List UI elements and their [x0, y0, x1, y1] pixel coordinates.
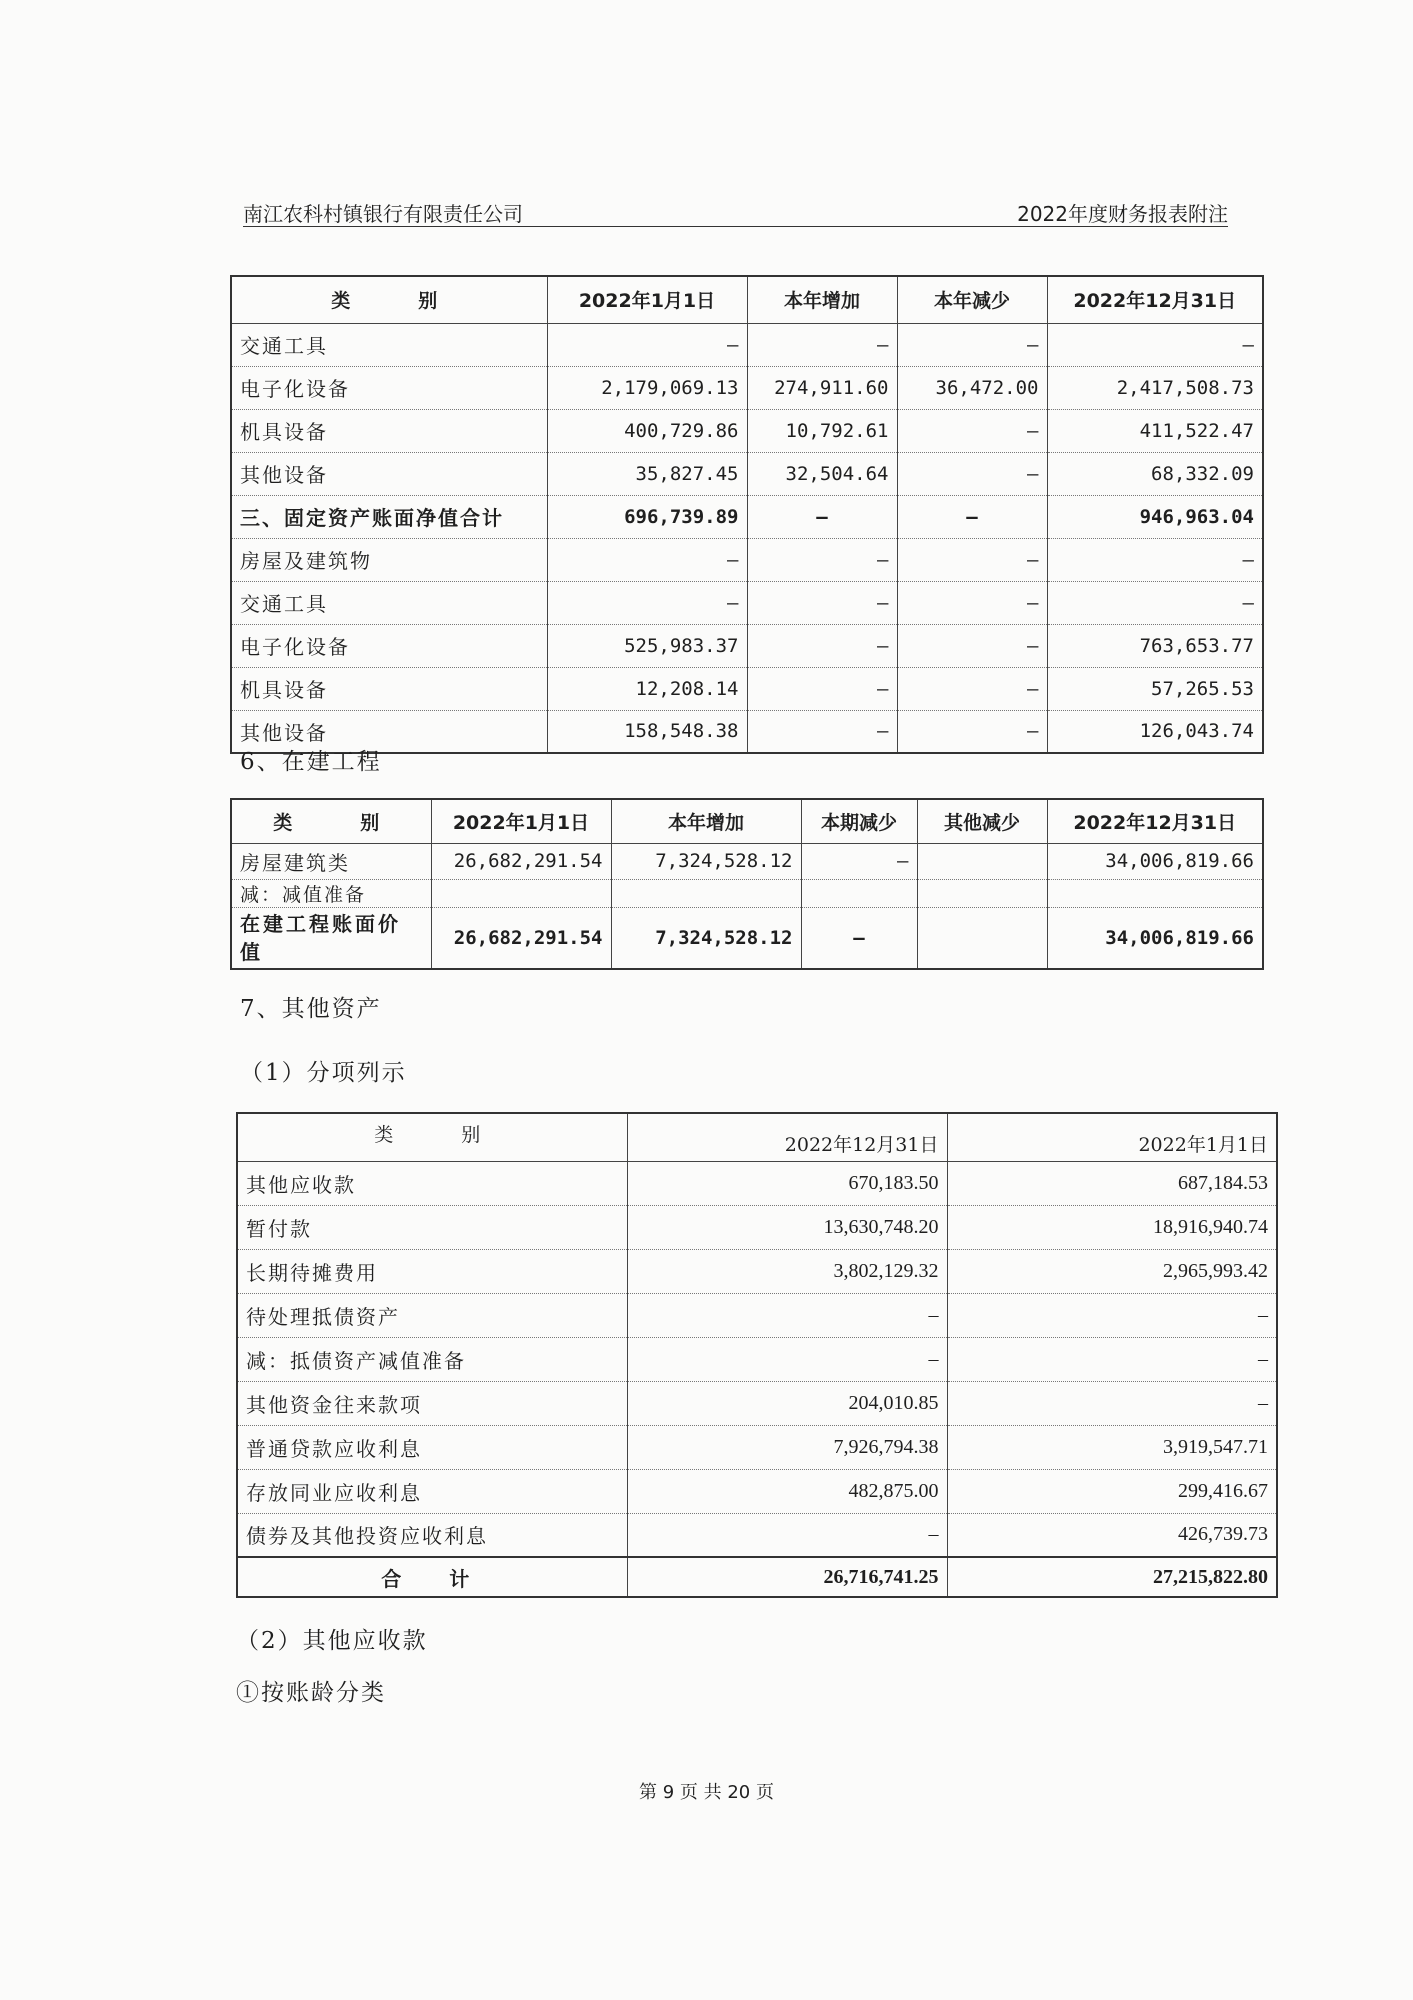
row-label: 机具设备 [231, 409, 547, 452]
table-header-row [231, 799, 1263, 843]
cell-close: 411,522.47 [1047, 409, 1263, 452]
row-label: 普通贷款应收利息 [237, 1425, 627, 1469]
column-header: 2022年12月31日 [627, 1113, 947, 1161]
cell-increase [611, 879, 801, 907]
cell-close: 3,802,129.32 [627, 1249, 947, 1293]
section-6-title: 6、在建工程 [240, 749, 382, 775]
table-row [231, 879, 1263, 907]
table-row [231, 323, 1263, 366]
cell-open: 2,965,993.42 [947, 1249, 1277, 1293]
cell-open: 26,682,291.54 [431, 907, 611, 969]
cell-increase: – [747, 581, 897, 624]
table-row [231, 452, 1263, 495]
row-label: 房屋建筑类 [231, 843, 431, 879]
cell-decrease: – [897, 409, 1047, 452]
cell-open: 158,548.38 [547, 710, 747, 753]
cell-close: 34,006,819.66 [1047, 907, 1263, 969]
report-title: 2022年度财务报表附注 [1017, 202, 1228, 226]
cell-decrease: – [897, 667, 1047, 710]
cell-open: 696,739.89 [547, 495, 747, 538]
table-row [237, 1293, 1277, 1337]
table-header-row [237, 1113, 1277, 1161]
cell-close: 763,653.77 [1047, 624, 1263, 667]
cell-close [1047, 879, 1263, 907]
cell-close: 126,043.74 [1047, 710, 1263, 753]
cell-increase: 7,324,528.12 [611, 907, 801, 969]
table-row [231, 409, 1263, 452]
table-row [237, 1425, 1277, 1469]
cell-decrease: – [897, 323, 1047, 366]
table-row [237, 1249, 1277, 1293]
cell-open: 426,739.73 [947, 1513, 1277, 1557]
cell-other [917, 843, 1047, 879]
table-row-total [237, 1557, 1277, 1597]
cell-open: – [547, 323, 747, 366]
cell-decrease: – [801, 907, 917, 969]
table-row [231, 538, 1263, 581]
section-7-sub3: ①按账龄分类 [236, 1680, 386, 1706]
column-header: 本年增加 [747, 276, 897, 323]
table-row [231, 710, 1263, 753]
cell-decrease: – [897, 581, 1047, 624]
row-label: 减：抵债资产减值准备 [237, 1337, 627, 1381]
page-number: 第 9 页 共 20 页 [639, 1782, 774, 1803]
table-row-total [231, 907, 1263, 969]
table-row [231, 581, 1263, 624]
cell-close: 946,963.04 [1047, 495, 1263, 538]
column-header: 其他减少 [917, 799, 1047, 843]
table-row [237, 1161, 1277, 1205]
cell-decrease: – [897, 710, 1047, 753]
row-label: 电子化设备 [231, 624, 547, 667]
row-label: 其他设备 [231, 452, 547, 495]
cell-close: 482,875.00 [627, 1469, 947, 1513]
cell-open: 687,184.53 [947, 1161, 1277, 1205]
fixed-assets-body [231, 323, 1263, 753]
cell-close: 7,926,794.38 [627, 1425, 947, 1469]
row-label: 其他设备 [231, 710, 547, 753]
table-row [237, 1205, 1277, 1249]
cell-close: – [1047, 538, 1263, 581]
total-close: 26,716,741.25 [627, 1557, 947, 1597]
cell-close: 68,332.09 [1047, 452, 1263, 495]
cell-close: 670,183.50 [627, 1161, 947, 1205]
cell-close: 204,010.85 [627, 1381, 947, 1425]
row-label: 待处理抵债资产 [237, 1293, 627, 1337]
row-label: 暂付款 [237, 1205, 627, 1249]
cell-open: 400,729.86 [547, 409, 747, 452]
cell-open: 35,827.45 [547, 452, 747, 495]
column-header: 2022年1月1日 [547, 276, 747, 323]
cell-open: 299,416.67 [947, 1469, 1277, 1513]
column-header: 类 别 [237, 1113, 627, 1161]
table-row [231, 843, 1263, 879]
cell-close: – [627, 1293, 947, 1337]
cell-increase: – [747, 538, 897, 581]
section-7-title: 7、其他资产 [240, 996, 382, 1022]
other-assets-table [236, 1112, 1278, 1598]
column-header: 本年减少 [897, 276, 1047, 323]
column-header: 2022年1月1日 [431, 799, 611, 843]
cell-other [917, 879, 1047, 907]
cell-decrease: 36,472.00 [897, 366, 1047, 409]
row-label: 房屋及建筑物 [231, 538, 547, 581]
row-label: 机具设备 [231, 667, 547, 710]
row-label: 存放同业应收利息 [237, 1469, 627, 1513]
column-header: 2022年1月1日 [947, 1113, 1277, 1161]
cell-increase: – [747, 667, 897, 710]
cell-decrease [801, 879, 917, 907]
cell-close: – [1047, 323, 1263, 366]
column-header: 2022年12月31日 [1047, 276, 1263, 323]
total-open: 27,215,822.80 [947, 1557, 1277, 1597]
cell-open: – [947, 1337, 1277, 1381]
column-header: 2022年12月31日 [1047, 799, 1263, 843]
cell-increase: 7,324,528.12 [611, 843, 801, 879]
table-row [231, 495, 1263, 538]
cell-close: 57,265.53 [1047, 667, 1263, 710]
cell-increase: 10,792.61 [747, 409, 897, 452]
cell-other [917, 907, 1047, 969]
table-row [231, 624, 1263, 667]
cell-open: 3,919,547.71 [947, 1425, 1277, 1469]
cell-open: – [547, 581, 747, 624]
column-header: 类 别 [231, 276, 547, 323]
cell-open: – [547, 538, 747, 581]
cell-open: 18,916,940.74 [947, 1205, 1277, 1249]
cell-increase: 32,504.64 [747, 452, 897, 495]
cell-close: – [1047, 581, 1263, 624]
cell-increase: – [747, 323, 897, 366]
cell-open [431, 879, 611, 907]
cell-open: 26,682,291.54 [431, 843, 611, 879]
table-row [231, 366, 1263, 409]
row-label: 减：减值准备 [231, 879, 431, 907]
table-row [237, 1469, 1277, 1513]
table-row [237, 1381, 1277, 1425]
cell-open: – [947, 1381, 1277, 1425]
cell-open: 525,983.37 [547, 624, 747, 667]
row-label: 电子化设备 [231, 366, 547, 409]
fixed-assets-table [230, 275, 1264, 754]
cell-open: 12,208.14 [547, 667, 747, 710]
row-label: 在建工程账面价值 [231, 907, 431, 969]
section-7-sub2: （2）其他应收款 [236, 1628, 428, 1654]
other-assets-body [237, 1161, 1277, 1557]
cell-increase: – [747, 624, 897, 667]
cell-close: 2,417,508.73 [1047, 366, 1263, 409]
cell-decrease: – [897, 538, 1047, 581]
cell-increase: 274,911.60 [747, 366, 897, 409]
cell-open: – [947, 1293, 1277, 1337]
row-label: 交通工具 [231, 581, 547, 624]
table-header-row [231, 276, 1263, 323]
cell-increase: – [747, 495, 897, 538]
cell-increase: – [747, 710, 897, 753]
cell-close: 13,630,748.20 [627, 1205, 947, 1249]
cell-decrease: – [897, 624, 1047, 667]
cell-close: – [627, 1337, 947, 1381]
column-header: 本年增加 [611, 799, 801, 843]
table-row [231, 667, 1263, 710]
total-label: 合 计 [237, 1557, 627, 1597]
row-label: 债券及其他投资应收利息 [237, 1513, 627, 1557]
table-row [237, 1337, 1277, 1381]
row-label: 其他应收款 [237, 1161, 627, 1205]
row-label: 其他资金往来款项 [237, 1381, 627, 1425]
row-label: 长期待摊费用 [237, 1249, 627, 1293]
page-header [243, 196, 1228, 227]
cell-open: 2,179,069.13 [547, 366, 747, 409]
cell-close: – [627, 1513, 947, 1557]
cell-decrease: – [897, 452, 1047, 495]
column-header: 类 别 [231, 799, 431, 843]
row-label: 交通工具 [231, 323, 547, 366]
cell-close: 34,006,819.66 [1047, 843, 1263, 879]
section-7-sub1: （1）分项列示 [240, 1060, 407, 1086]
row-label: 三、固定资产账面净值合计 [231, 495, 547, 538]
company-name: 南江农科村镇银行有限责任公司 [243, 202, 523, 226]
cell-decrease: – [897, 495, 1047, 538]
cell-decrease: – [801, 843, 917, 879]
construction-table [230, 798, 1264, 970]
table-row [237, 1513, 1277, 1557]
column-header: 本期减少 [801, 799, 917, 843]
